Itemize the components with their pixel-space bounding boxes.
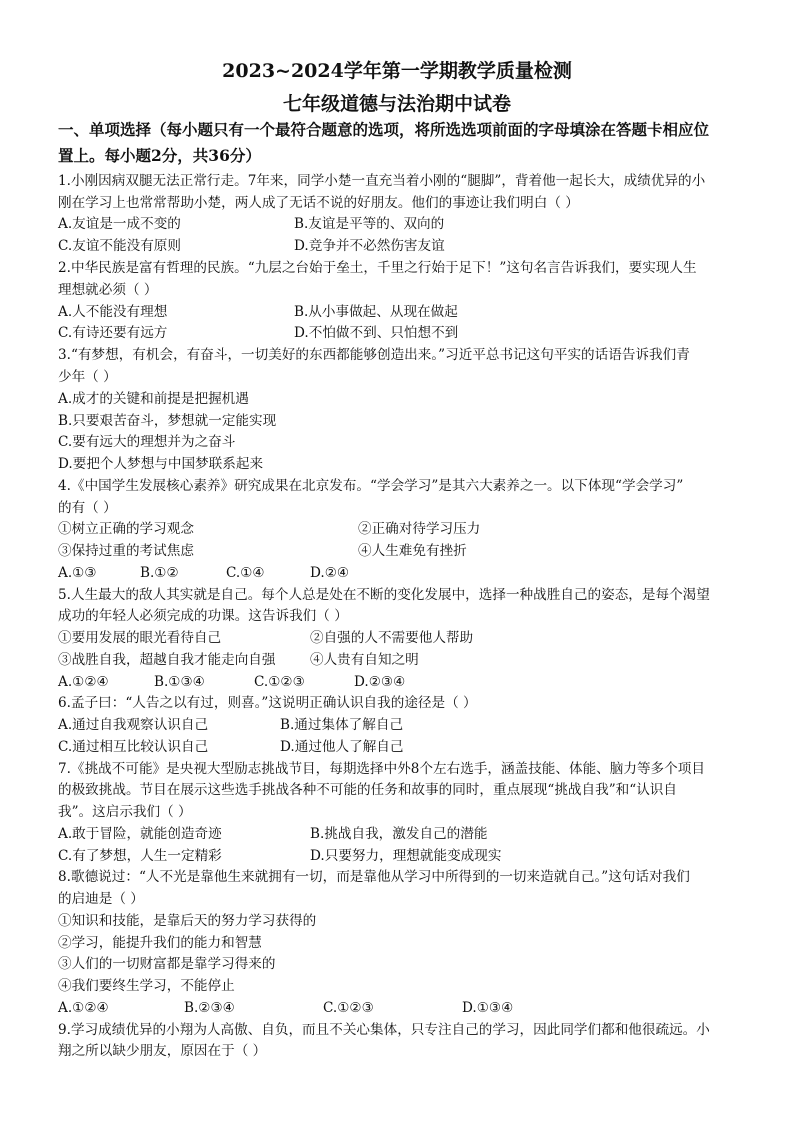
q2-option-a: A.人不能没有理想 [58, 304, 168, 320]
q4-stem-line-1: 4.《中国学生发展核心素养》研究成果在北京发布。“学会学习”是其六大素养之一。以下体现“学会学习” [58, 478, 684, 494]
q4-option-d: D.②④ [310, 565, 350, 581]
q1-option-a: A.友谊是一成不变的 [58, 216, 181, 232]
q3-option-c: C.要有远大的理想并为之奋斗 [58, 434, 236, 450]
q7-stem-line-3: 我”。这启示我们（ ） [58, 804, 192, 820]
q2-option-d: D.不怕做不到、只怕想不到 [294, 325, 459, 341]
q7-option-d: D.只要努力，理想就能变成现实 [310, 848, 502, 864]
q5-statement-2: ②自强的人不需要他人帮助 [310, 630, 474, 646]
q1-option-c: C.友谊不能没有原则 [58, 238, 181, 254]
q4-option-a: A.①③ [58, 565, 97, 581]
q3-option-d: D.要把个人梦想与中国梦联系起来 [58, 456, 264, 472]
q5-stem-line-1: 5.人生最大的敌人其实就是自己。每个人总是处在不断的变化发展中，选择一种战胜自己的姿态，是每个渴望 [58, 587, 710, 603]
q8-option-a: A.①②④ [58, 1000, 109, 1016]
q5-stem-line-2: 成功的年轻人必须完成的功课。这告诉我们（ ） [58, 608, 348, 624]
q4-statement-3: ③保持过重的考试焦虑 [58, 543, 194, 559]
q8-stem-line-1: 8.歌德说过：“人不光是靠他生来就拥有一切，而是靠他从学习中所得到的一切来造就自己。”这句话对我们 [58, 869, 690, 885]
q5-statement-3: ③战胜自我，超越自我才能走向自强 [58, 652, 276, 668]
section-heading-line-1: 一、单项选择（每小题只有一个最符合题意的选项，将所选选项前面的字母填涂在答题卡相应位 [58, 120, 710, 139]
q7-stem-line-1: 7.《挑战不可能》是央视大型励志挑战节目，每期选择中外8个左右选手，涵盖技能、体能、脑力等多个项目 [58, 761, 705, 777]
q5-statement-4: ④人贵有自知之明 [310, 652, 419, 668]
q3-option-a: A.成才的关键和前提是把握机遇 [58, 391, 249, 407]
q2-option-b: B.从小事做起、从现在做起 [294, 304, 458, 320]
q1-option-b: B.友谊是平等的、双向的 [294, 216, 445, 232]
q9-stem-line-1: 9.学习成绩优异的小翔为人高傲、自负，而且不关心集体，只专注自己的学习，因此同学们都和他很疏远。小 [58, 1022, 710, 1038]
q7-option-c: C.有了梦想，人生一定精彩 [58, 848, 222, 864]
exam-subtitle: 七年级道德与法治期中试卷 [282, 93, 511, 115]
q3-stem-line-1: 3.“有梦想，有机会，有奋斗，一切美好的东西都能够创造出来。”习近平总书记这句平实的话语告诉我们青 [58, 347, 690, 363]
q7-option-a: A.敢于冒险，就能创造奇迹 [58, 826, 222, 842]
q7-option-b: B.挑战自我，激发自己的潜能 [310, 826, 488, 842]
q3-option-b: B.只要艰苦奋斗，梦想就一定能实现 [58, 413, 277, 429]
q2-stem-line-1: 2.中华民族是富有哲理的民族。“九层之台始于垒土，千里之行始于足下！”这句名言告诉我们，要实现人生 [58, 260, 697, 276]
q5-statement-1: ①要用发展的眼光看待自己 [58, 630, 222, 646]
q4-statement-1: ①树立正确的学习观念 [58, 521, 194, 537]
q4-stem-line-2: 的有（ ） [58, 500, 117, 516]
q1-stem-line-2: 刚在学习上也常常帮助小楚，两人成了无话不说的好朋友。他们的事迹让我们明白（ ） [58, 195, 579, 211]
q3-stem-line-2: 少年（ ） [58, 369, 117, 385]
q5-option-a: A.①②④ [58, 674, 109, 690]
q9-stem-line-2: 翔之所以缺少朋友，原因在于（ ） [58, 1043, 267, 1059]
q2-stem-line-2: 理想就必须（ ） [58, 282, 158, 298]
q4-statement-4: ④人生难免有挫折 [358, 543, 467, 559]
q1-stem-line-1: 1.小刚因病双腿无法正常行走。7年来，同学小楚一直充当着小刚的“腿脚”，背着他一起长大，成绩优异的小 [58, 173, 706, 189]
q8-stem-line-2: 的启迪是（ ） [58, 891, 144, 907]
q4-option-c: C.①④ [226, 565, 265, 581]
q6-option-b: B.通过集体了解自己 [280, 717, 404, 733]
q2-option-c: C.有诗还要有远方 [58, 325, 168, 341]
q6-option-c: C.通过相互比较认识自己 [58, 739, 209, 755]
q4-statement-2: ②正确对待学习压力 [358, 521, 481, 537]
section-heading-line-2: 置上。每小题2分，共36分） [58, 146, 261, 165]
q8-statement-1: ①知识和技能，是靠后天的努力学习获得的 [58, 913, 317, 929]
q5-option-c: C.①②③ [254, 674, 305, 690]
q5-option-b: B.①③④ [154, 674, 205, 690]
q8-option-c: C.①②③ [323, 1000, 374, 1016]
exam-title: 2023~2024学年第一学期教学质量检测 [222, 60, 572, 82]
q1-option-d: D.竞争并不必然伤害友谊 [294, 238, 445, 254]
q6-option-d: D.通过他人了解自己 [280, 739, 404, 755]
q8-option-b: B.②③④ [184, 1000, 235, 1016]
q6-option-a: A.通过自我观察认识自己 [58, 717, 209, 733]
q5-option-d: D.②③④ [354, 674, 406, 690]
q6-stem: 6.孟子曰：“人告之以有过，则喜。”这说明正确认识自我的途径是（ ） [58, 695, 477, 711]
q8-statement-3: ③人们的一切财富都是靠学习得来的 [58, 956, 276, 972]
q7-stem-line-2: 的极致挑战。节目在展示这些选手挑战各种不可能的任务和故事的同时，重点展现“挑战自我”和“认识自 [58, 782, 677, 798]
q4-option-b: B.①② [140, 565, 179, 581]
q8-statement-4: ④我们要终生学习，不能停止 [58, 978, 235, 994]
q8-option-d: D.①③④ [462, 1000, 514, 1016]
q8-statement-2: ②学习，能提升我们的能力和智慧 [58, 935, 262, 951]
